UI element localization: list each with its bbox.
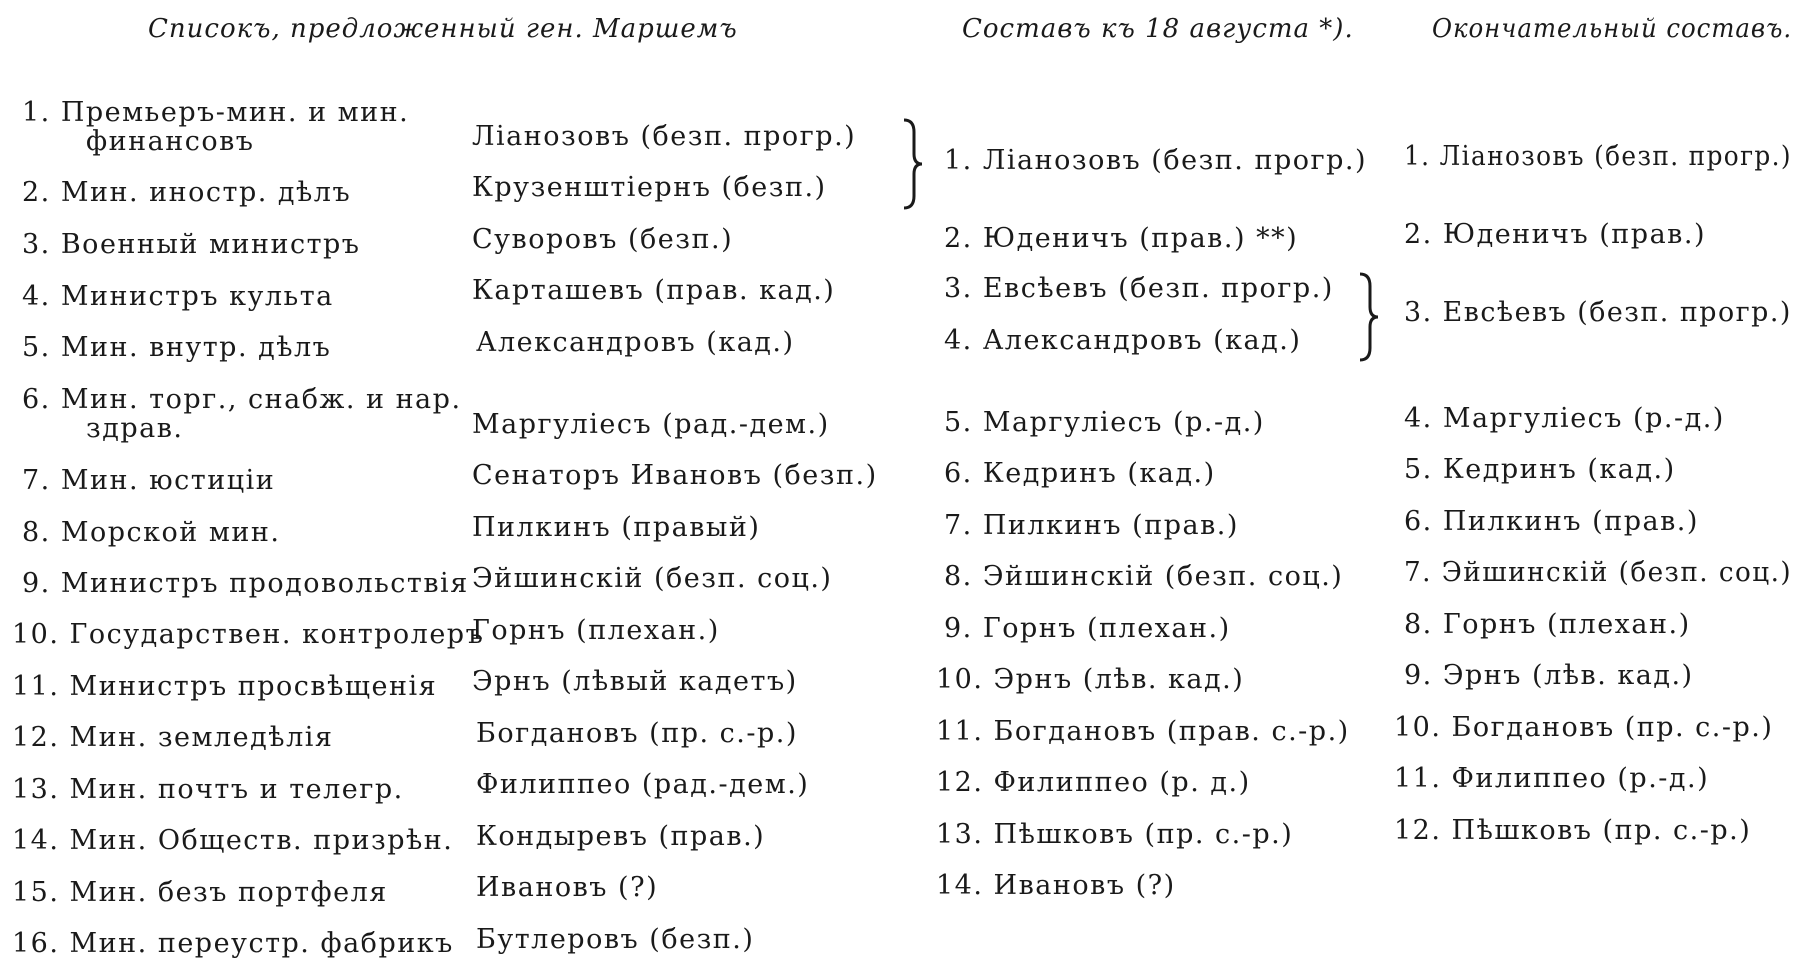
post-7: 7. Мин. юстиціи [22,465,276,496]
final-item-3: 3. Евсѣевъ (безп. прогр.) [1404,297,1792,328]
aug18-item-1: 1. Ліанозовъ (безп. прогр.) [944,145,1368,176]
proposed-name-11: Эрнъ (лѣвый кадетъ) [472,666,798,697]
proposed-name-6: Маргуліесъ (рад.-дем.) [472,409,830,440]
proposed-name-13: Филиппео (рад.-дем.) [476,769,810,800]
final-item-6: 6. Пилкинъ (прав.) [1404,506,1699,537]
post-6b: здрав. [86,413,184,444]
proposed-name-9: Эйшинскій (безп. соц.) [472,563,833,594]
post-13: 13. Мин. почтъ и телегр. [12,774,404,805]
post-5: 5. Мин. внутр. дѣлъ [22,332,332,363]
proposed-name-14: Кондыревъ (прав.) [476,821,766,852]
proposed-name-16: Бутлеровъ (безп.) [476,924,755,955]
final-item-7: 7. Эйшинскій (безп. соц.) [1404,557,1793,588]
post-12: 12. Мин. земледѣлія [12,722,334,753]
post-9: 9. Министръ продовольствія [22,568,469,599]
post-4: 4. Министръ культа [22,281,334,312]
post-3: 3. Военный министръ [22,229,361,260]
aug18-item-9: 9. Горнъ (плехан.) [944,613,1231,644]
proposed-name-7: Сенаторъ Ивановъ (безп.) [472,460,878,491]
proposed-name-2: Крузенштіернъ (безп.) [472,172,827,203]
brace-aug18-to-final [1356,272,1380,362]
proposed-name-5: Александровъ (кад.) [476,327,795,358]
header-proposed: Списокъ, предложенный ген. Маршемъ [148,14,738,44]
proposed-name-1: Ліанозовъ (безп. прогр.) [472,121,857,152]
final-item-2: 2. Юденичъ (прав.) [1404,219,1706,250]
final-item-11: 11. Филиппео (р.-д.) [1394,763,1710,794]
final-item-4: 4. Маргуліесъ (р.-д.) [1404,403,1725,434]
final-item-12: 12. Пѣшковъ (пр. с.-р.) [1394,815,1752,846]
post-1b: финансовъ [86,126,255,157]
header-aug18: Составъ къ 18 августа *). [962,14,1354,44]
aug18-item-8: 8. Эйшинскій (безп. соц.) [944,561,1344,592]
post-6a: 6. Мин. торг., снабж. и нар. [22,384,462,415]
post-10: 10. Государствен. контролеръ [12,619,485,650]
proposed-name-4: Карташевъ (прав. кад.) [472,275,836,306]
final-item-8: 8. Горнъ (плехан.) [1404,609,1691,640]
aug18-item-10: 10. Эрнъ (лѣв. кад.) [936,664,1245,695]
post-15: 15. Мин. безъ портфеля [12,877,388,908]
proposed-name-8: Пилкинъ (правый) [472,512,761,543]
brace-proposed-to-aug18 [900,118,924,210]
aug18-item-2: 2. Юденичъ (прав.) **) [944,223,1299,254]
proposed-name-3: Суворовъ (безп.) [472,224,734,255]
final-item-9: 9. Эрнъ (лѣв. кад.) [1404,660,1694,691]
aug18-item-7: 7. Пилкинъ (прав.) [944,510,1239,541]
proposed-name-12: Богдановъ (пр. с.-р.) [476,718,798,749]
post-2: 2. Мин. иностр. дѣлъ [22,177,352,208]
header-final: Окончательный составъ. [1432,14,1793,44]
aug18-item-4: 4. Александровъ (кад.) [944,325,1302,356]
final-item-5: 5. Кедринъ (кад.) [1404,454,1676,485]
aug18-item-11: 11. Богдановъ (прав. с.-р.) [936,716,1350,747]
aug18-item-12: 12. Филиппео (р. д.) [936,767,1251,798]
final-item-10: 10. Богдановъ (пр. с.-р.) [1394,712,1774,743]
aug18-item-3: 3. Евсѣевъ (безп. прогр.) [944,273,1334,304]
proposed-name-15: Ивановъ (?) [476,872,659,903]
aug18-item-14: 14. Ивановъ (?) [936,870,1176,901]
final-item-1: 1. Ліанозовъ (безп. прогр.) [1404,141,1792,172]
aug18-item-5: 5. Маргуліесъ (р.-д.) [944,407,1265,438]
post-16: 16. Мин. переустр. фабрикъ [12,928,454,959]
post-8: 8. Морской мин. [22,517,281,548]
aug18-item-6: 6. Кедринъ (кад.) [944,458,1216,489]
post-11: 11. Министръ просвѣщенія [12,671,438,702]
aug18-item-13: 13. Пѣшковъ (пр. с.-р.) [936,819,1294,850]
post-1a: 1. Премьеръ-мин. и мин. [22,97,410,128]
proposed-name-10: Горнъ (плехан.) [472,615,720,646]
post-14: 14. Мин. Обществ. призрѣн. [12,825,454,856]
